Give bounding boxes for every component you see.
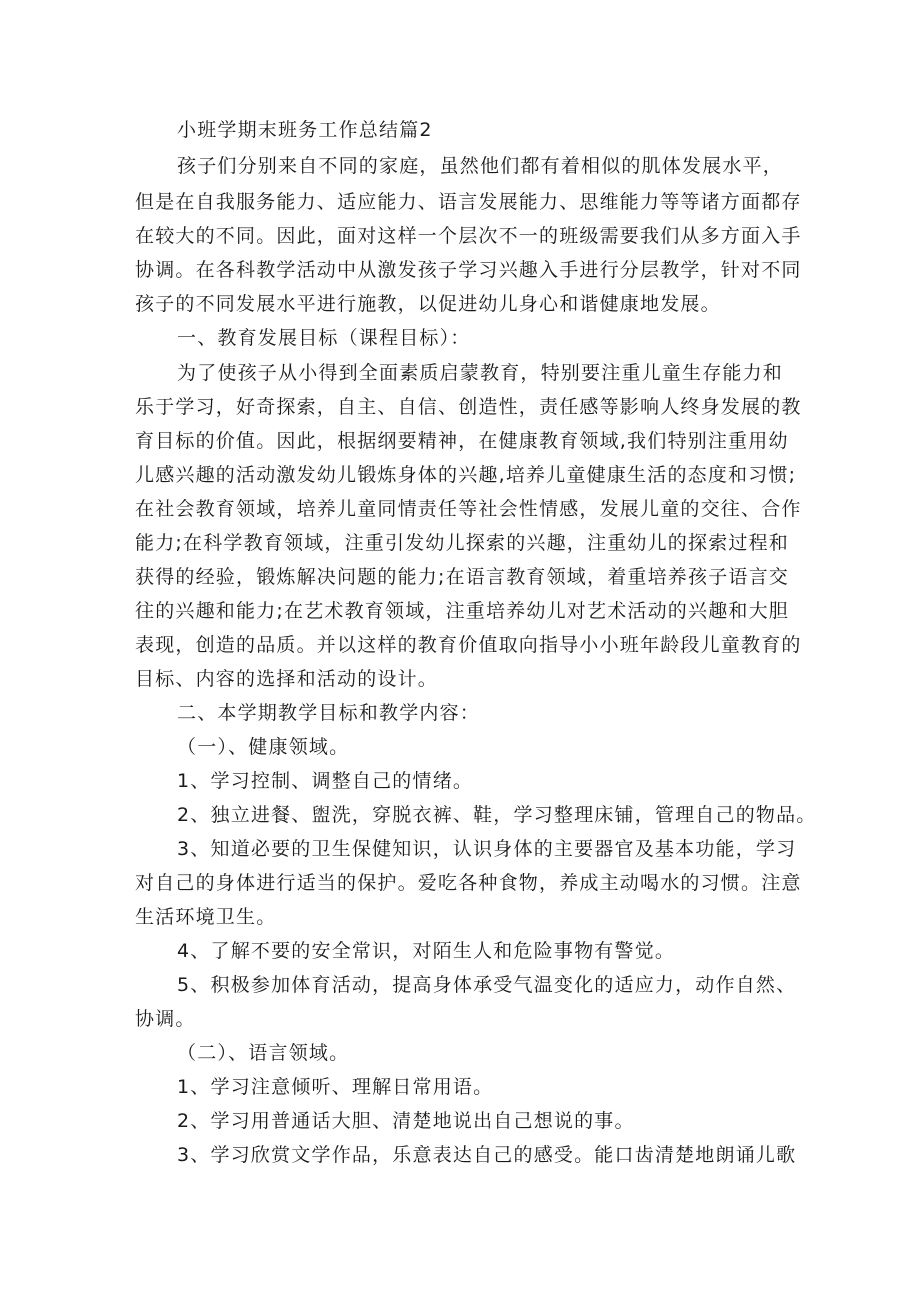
paragraph-line: 但是在自我服务能力、适应能力、语言发展能力、思维能力等等诸方面都存	[135, 191, 802, 213]
paragraph-line: 目标、内容的选择和活动的设计。	[135, 668, 439, 690]
paragraph-line: 儿感兴趣的活动激发幼儿锻炼身体的兴趣,培养儿童健康生活的态度和习惯;	[135, 464, 797, 486]
paragraph-line: 在社会教育领域，培养儿童同情责任等社会性情感，发展儿童的交往、合作	[135, 498, 802, 520]
paragraph-line: 对自己的身体进行适当的保护。爱吃各种食物，养成主动喝水的习惯。注意	[135, 872, 802, 894]
section-heading: 二、本学期教学目标和教学内容：	[177, 702, 481, 724]
section-heading: 一、教育发展目标（课程目标）：	[177, 327, 471, 349]
paragraph-line: 获得的经验，锻炼解决问题的能力;在语言教育领域，着重培养孩子语言交	[135, 566, 790, 588]
paragraph-line: 往的兴趣和能力;在艺术教育领域，注重培养幼儿对艺术活动的兴趣和大胆	[135, 600, 790, 622]
paragraph-line: 在较大的不同。因此，面对这样一个层次不一的班级需要我们从多方面入手	[135, 225, 802, 247]
paragraph-line: 孩子的不同发展水平进行施教，以促进幼儿身心和谐健康地发展。	[135, 293, 721, 315]
subsection-heading: （一）、健康领域。	[177, 736, 350, 758]
list-item: 1、学习注意倾听、理解日常用语。	[177, 1076, 494, 1098]
list-item: 2、独立进餐、盥洗，穿脱衣裤、鞋，学习整理床铺，管理自己的物品。	[177, 804, 817, 826]
list-item: 2、学习用普通话大胆、清楚地说出自己想说的事。	[177, 1110, 635, 1132]
paragraph-line: 孩子们分别来自不同的家庭，虽然他们都有着相似的肌体发展水平，	[177, 155, 784, 177]
list-item: 1、学习控制、调整自己的情绪。	[177, 770, 474, 792]
list-item: 3、学习欣赏文学作品，乐意表达自己的感受。能口齿清楚地朗诵儿歌	[177, 1144, 797, 1166]
paragraph-line: 生活环境卫生。	[135, 906, 277, 928]
list-item: 5、积极参加体育活动，提高身体承受气温变化的适应力，动作自然、	[177, 974, 797, 996]
paragraph-line: 表现，创造的品质。并以这样的教育价值取向指导小小班年龄段儿童教育的	[135, 634, 802, 656]
paragraph-line: 为了使孩子从小得到全面素质启蒙教育，特别要注重儿童生存能力和	[177, 362, 784, 384]
paragraph-line: 协调。	[135, 1008, 196, 1030]
list-item: 3、知道必要的卫生保健知识，认识身体的主要器官及基本功能，学习	[177, 838, 797, 860]
paragraph-line: 乐于学习，好奇探索，自主、自信、创造性，责任感等影响人终身发展的教	[135, 396, 802, 418]
subsection-heading: （二）、语言领域。	[177, 1042, 350, 1064]
list-item: 4、了解不要的安全常识，对陌生人和危险事物有警觉。	[177, 940, 676, 962]
paragraph-line: 育目标的价值。因此，根据纲要精神，在健康教育领域,我们特别注重用幼	[135, 430, 789, 452]
paragraph-line: 协调。在各科教学活动中从激发孩子学习兴趣入手进行分层教学，针对不同	[135, 259, 802, 281]
document-title: 小班学期末班务工作总结篇2	[177, 119, 433, 141]
paragraph-line: 能力;在科学教育领域，注重引发幼儿探索的兴趣，注重幼儿的探索过程和	[135, 532, 790, 554]
